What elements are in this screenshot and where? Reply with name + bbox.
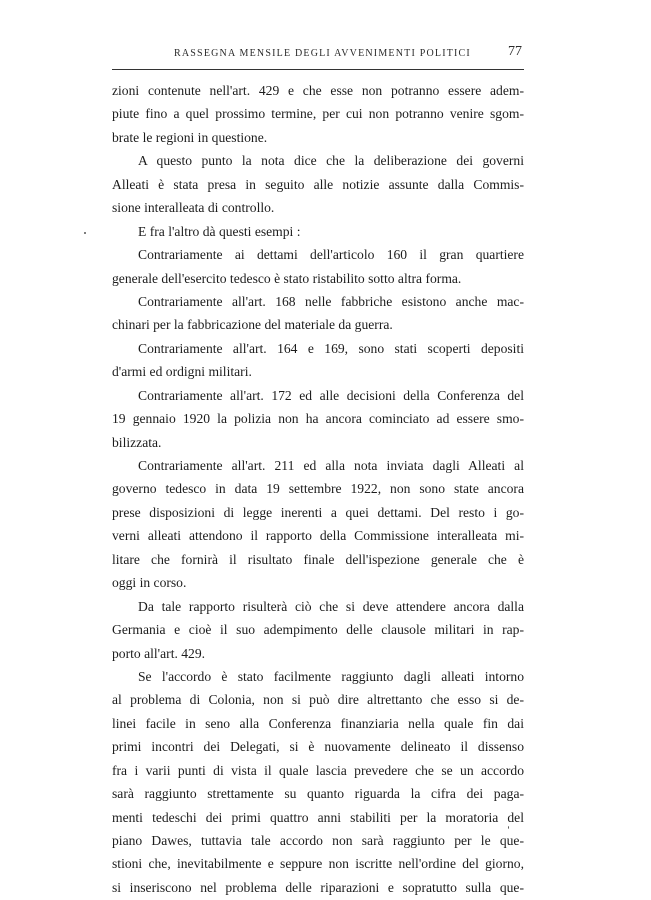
text-line: primi incontri dei Delegati, si è nuovamente delineato il dissenso: [112, 739, 524, 755]
text-line: piano Dawes, tuttavia tale accordo non sarà raggiunto per le que-: [112, 833, 524, 848]
text-line: al problema di Colonia, non si può dire altrettanto che esso si de-: [112, 692, 524, 708]
text-line: verni alleati attendono il rapporto della Commissione interalleata mi-: [112, 528, 524, 544]
text-line: Contrariamente all'art. 168 nelle fabbriche esistono anche mac-: [138, 293, 524, 309]
text-line: si inseriscono nel problema delle riparazioni e sopratutto sulla que-: [112, 879, 524, 895]
text-line: governo tedesco in data 19 settembre 1922, non sono state ancora: [112, 481, 524, 497]
running-header: [112, 44, 524, 66]
body-text: [112, 79, 524, 899]
text-line: Da tale rapporto risulterà ciò che si deve attendere ancora dalla: [138, 598, 524, 614]
text-line: stioni che, inevitabilmente e seppure non iscritte nell'ordine del giorno,: [112, 856, 524, 872]
text-line: Contrariamente all'art. 172 ed alle decisioni della Conferenza del: [138, 387, 524, 403]
print-speck: [84, 232, 86, 234]
print-speck: [508, 826, 509, 829]
text-line: piute fino a quel prossimo termine, per cui non potranno venire sgom-: [112, 106, 524, 122]
text-line: zioni contenute nell'art. 429 e che esse non potranno essere adem-: [112, 83, 524, 98]
text-line: Contrariamente all'art. 211 ed alla nota inviata dagli Alleati al: [138, 458, 524, 473]
text-line: sarà raggiunto strettamente su quanto riguarda la cifra dei paga-: [112, 786, 524, 802]
text-line: Se l'accordo è stato facilmente raggiunto dagli alleati intorno: [138, 668, 524, 684]
text-line: Contrariamente all'art. 164 e 169, sono stati scoperti depositi: [138, 340, 524, 356]
text-line: E fra l'altro dà questi esempi :: [138, 223, 301, 239]
text-line: prese disposizioni di legge inerenti a quei dettami. Del resto i go-: [112, 504, 524, 520]
text-line: generale dell'esercito tedesco è stato ristabilito sotto altra forma.: [112, 270, 462, 286]
header-title: RASSEGNA MENSILE DEGLI AVVENIMENTI POLITICI: [174, 48, 471, 59]
text-line: A questo punto la nota dice che la deliberazione dei governi: [138, 153, 524, 169]
text-line: oggi in corso.: [112, 575, 187, 591]
text-line: Germania e cioè il suo adempimento delle clausole militari in rap-: [112, 622, 524, 638]
text-line: Alleati è stata presa in seguito alle notizie assunte dalla Commis-: [112, 176, 524, 192]
text-line: Contrariamente ai dettami dell'articolo 160 il gran quartiere: [138, 247, 524, 263]
text-line: sione interalleata di controllo.: [112, 200, 275, 216]
text-line: bilizzata.: [112, 434, 162, 450]
text-line: d'armi ed ordigni militari.: [112, 364, 252, 380]
text-line: menti tedeschi dei primi quattro anni stabiliti per la moratoria del: [112, 809, 524, 825]
text-line: chinari per la fabbricazione del materiale da guerra.: [112, 317, 393, 333]
header-rule: [112, 69, 524, 70]
text-line: fra i varii punti di vista il quale lascia prevedere che se un accordo: [112, 762, 524, 778]
text-line: litare che fornirà il risultato finale dell'ispezione generale che è: [112, 551, 524, 567]
text-line: brate le regioni in questione.: [112, 129, 268, 145]
text-line: porto all'art. 429.: [112, 645, 206, 661]
page-number: 77: [508, 44, 522, 59]
text-line: linei facile in seno alla Conferenza finanziaria nella quale fin dai: [112, 715, 524, 731]
text-line: 19 gennaio 1920 la polizia non ha ancora cominciato ad essere smo-: [112, 411, 524, 427]
